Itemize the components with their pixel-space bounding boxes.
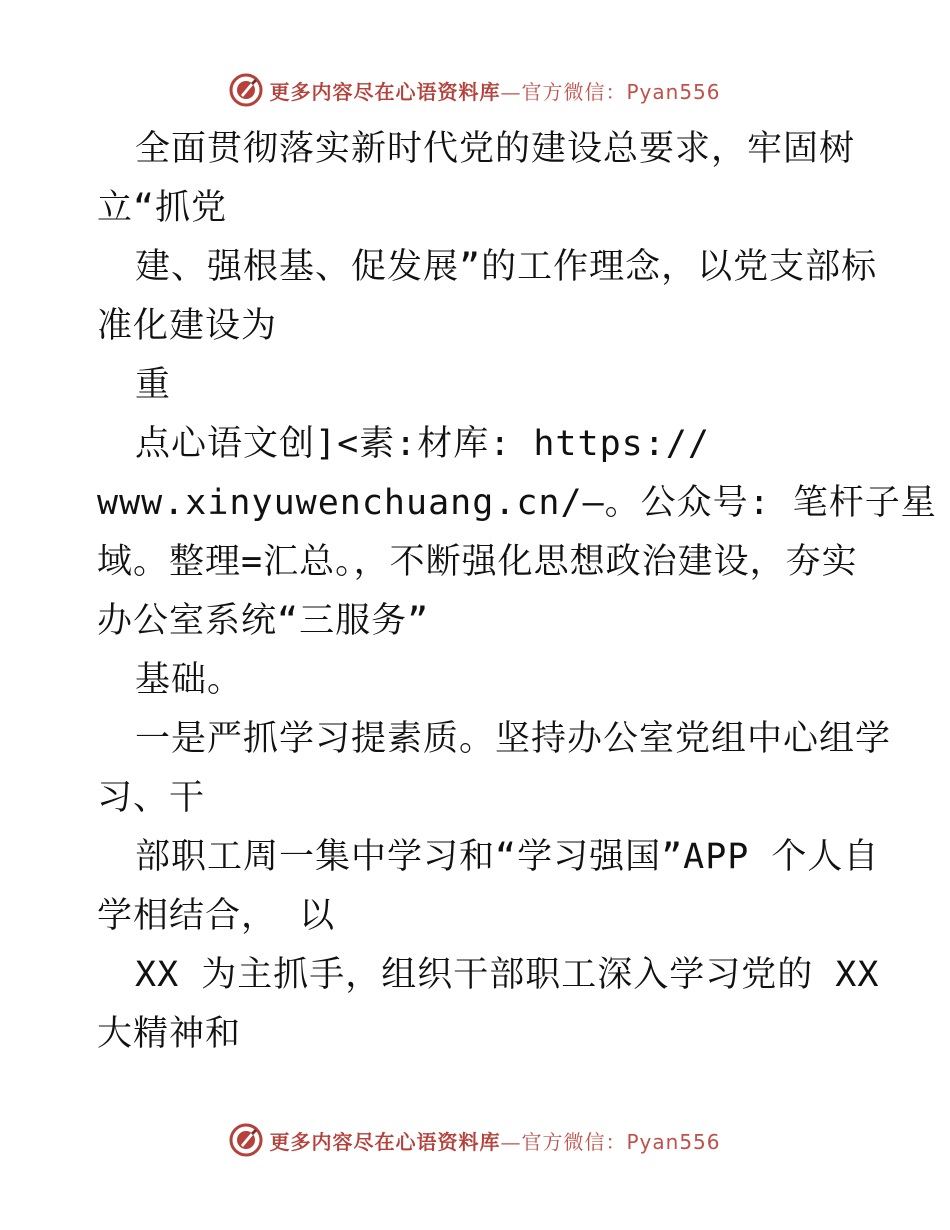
body-line: 部职工周一集中学习和“学习强国”APP 个人自 bbox=[135, 837, 880, 877]
header-dash: — bbox=[500, 79, 522, 104]
body-line: 域。整理=汇总。，不断强化思想政治建设，夯实 bbox=[97, 542, 858, 582]
body-line: www.xinyuwenchuang.cn/—。公众号: 笔杆子星 bbox=[97, 483, 937, 523]
pen-nib-icon bbox=[229, 73, 263, 107]
footer-dash: — bbox=[500, 1129, 522, 1154]
footer-banner-content bbox=[229, 1123, 720, 1157]
footer-banner bbox=[0, 1120, 950, 1160]
body-line: 立“抓党 bbox=[97, 188, 228, 228]
footer-wechat-id: Pyan556 bbox=[626, 1129, 721, 1154]
body-line: 重 bbox=[135, 365, 172, 405]
body-line: XX 为主抓手，组织干部职工深入学习党的 XX bbox=[135, 955, 880, 995]
body-line: 全面贯彻落实新时代党的建设总要求，牢固树 bbox=[135, 129, 856, 169]
footer-wechat-label: 官方微信： bbox=[521, 1129, 627, 1154]
body-line: 建、强根基、促发展”的工作理念，以党支部标 bbox=[135, 247, 878, 287]
body-line: 办公室系统“三服务” bbox=[97, 601, 430, 641]
body-line: 一是严抓学习提素质。坚持办公室党组中心组学 bbox=[135, 719, 892, 759]
body-line: 点心语文创]<素:材库: https:// bbox=[135, 424, 710, 464]
header-brand-text bbox=[269, 76, 720, 105]
body-line: 大精神和 bbox=[97, 1014, 242, 1054]
header-banner bbox=[0, 70, 950, 110]
body-line: 准化建设为 bbox=[97, 306, 278, 346]
header-brand-label: 更多内容尽在心语资料库 bbox=[269, 79, 501, 104]
body-text bbox=[97, 120, 937, 1064]
pen-nib-icon bbox=[229, 1123, 263, 1157]
body-line: 基础。 bbox=[135, 660, 244, 700]
header-wechat-label: 官方微信： bbox=[521, 79, 627, 104]
body-line: 学相结合， 以 bbox=[97, 896, 336, 936]
footer-brand-text bbox=[269, 1126, 720, 1155]
header-wechat-id: Pyan556 bbox=[626, 79, 721, 104]
footer-brand-label: 更多内容尽在心语资料库 bbox=[269, 1129, 501, 1154]
body-line: 习、干 bbox=[97, 778, 206, 818]
header-banner-content bbox=[229, 73, 720, 107]
